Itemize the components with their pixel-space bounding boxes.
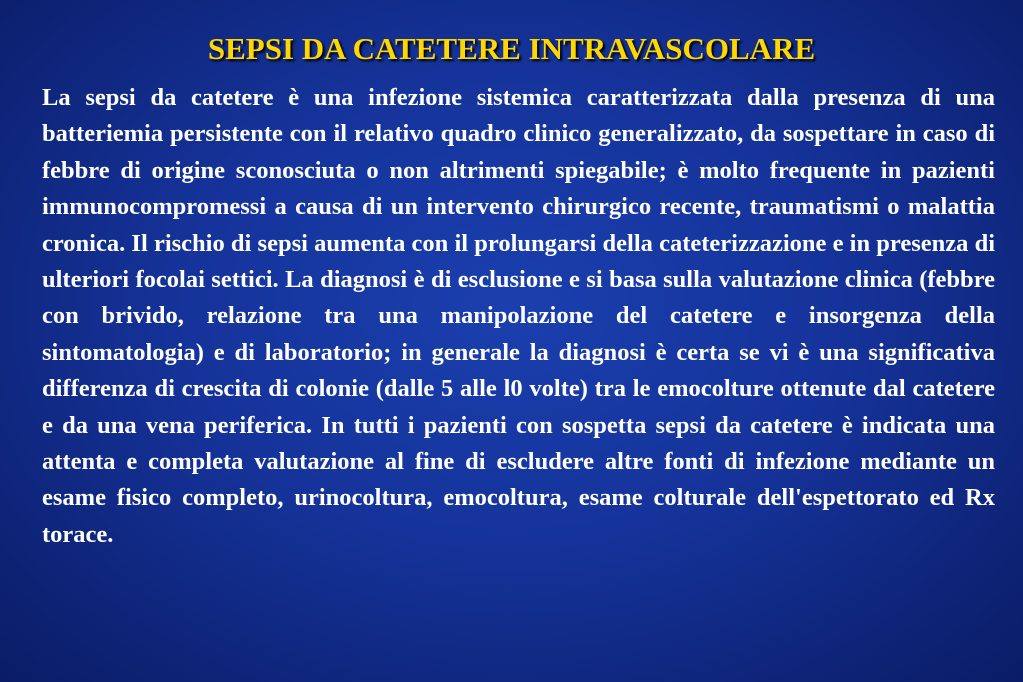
slide-body-text: La sepsi da catetere è una infezione sistemica caratterizzata dalla presenza di una batteriemia persistente con il relativo quadro clinico generalizzato, da sospettare in caso di febbre di origine sconosciuta o non altrimenti spiegabile; è molto frequente in pazienti immunocompromessi a causa di un intervento chirurgico recente, traumatismi o malattia cronica. Il rischio di sepsi aumenta con il prolungarsi della cateterizzazione e in presenza di ulteriori focolai settici. La diagnosi è di esclusione e si basa sulla valutazione clinica (febbre con brivido, relazione tra una manipolazione del catetere e insorgenza della sintomatologia) e di laboratorio; in generale la diagnosi è certa se vi è una significativa differenza di crescita di colonie (dalle 5 alle l0 volte) tra le emocolture ottenute dal catetere e da una vena periferica. In tutti i pazienti con sospetta sepsi da catetere è indicata una attenta e completa valutazione al fine di escludere altre fonti di infezione mediante un esame fisico completo, urinocoltura, emocoltura, esame colturale dell'espettorato ed Rx torace. — [42, 84, 995, 548]
slide-title: SEPSI DA CATETERE INTRAVASCOLARE — [207, 31, 816, 66]
